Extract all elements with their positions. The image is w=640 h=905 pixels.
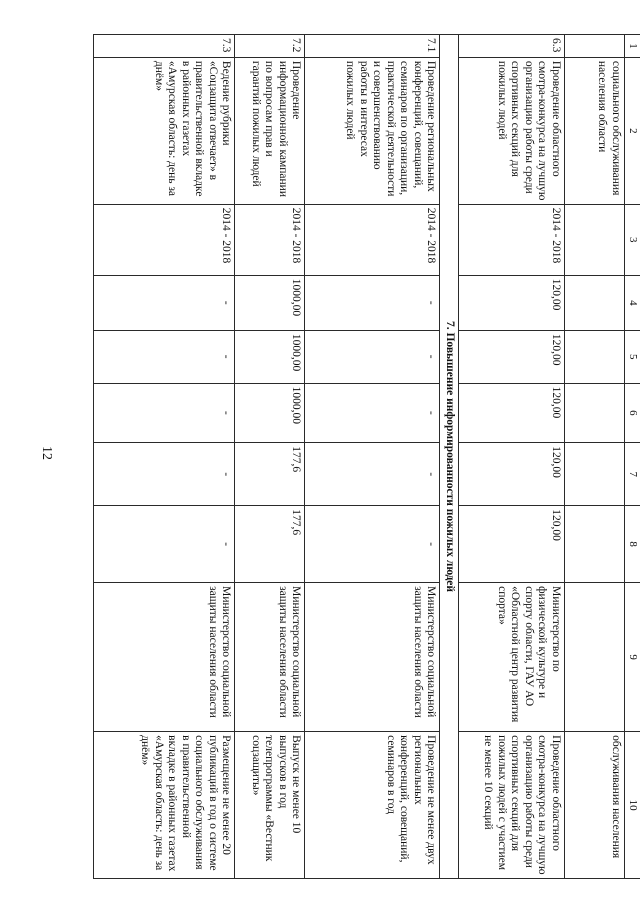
header-cell: 7 (625, 443, 640, 506)
page-number: 12 (39, 446, 54, 460)
value-cell: 177,6 (235, 443, 305, 506)
rotated-table-container (93, 34, 640, 879)
header-cell: 3 (625, 204, 640, 275)
period-cell: 2014 - 2018 (235, 204, 305, 275)
value-cell: 177,6 (235, 506, 305, 583)
table-row (459, 35, 565, 879)
program-table (93, 34, 640, 879)
value-cell: 120,00 (459, 275, 565, 330)
executor-cell: Министерство социальной защиты населения области (94, 583, 235, 732)
header-cell: 1 (625, 35, 640, 58)
row-number: 7.2 (235, 35, 305, 58)
section-row (440, 35, 459, 879)
table-row (94, 35, 235, 879)
period-cell: 2014 - 2018 (459, 204, 565, 275)
value-cell: - (94, 275, 235, 330)
header-cell: 2 (625, 57, 640, 204)
value-cell: 1000,00 (235, 330, 305, 383)
table-row (235, 35, 305, 879)
header-row (625, 35, 640, 879)
header-cell: 8 (625, 506, 640, 583)
result-cell: Выпуск не менее 10 выпусков в год телепрограммы «Вестник соцзащиты» (235, 732, 305, 879)
value-cell (565, 275, 625, 330)
value-cell: 1000,00 (235, 275, 305, 330)
value-cell: 120,00 (459, 330, 565, 383)
section-title: 7. Повышение информированности пожилых людей (440, 35, 459, 879)
event-name: Проведение областного смотра-конкурса на лучшую организацию работы среди спортивных секций для пожилых людей (459, 57, 565, 204)
row-number: 7.1 (305, 35, 440, 58)
period-cell: 2014 - 2018 (94, 204, 235, 275)
result-cell: обслуживания населения (565, 732, 625, 879)
value-cell (565, 443, 625, 506)
row-number (565, 35, 625, 58)
table-row (305, 35, 440, 879)
value-cell: 120,00 (459, 443, 565, 506)
value-cell: 1000,00 (235, 383, 305, 443)
event-name: социального обслуживания населения области (565, 57, 625, 204)
executor-cell: Министерство социальной защиты населения области (305, 583, 440, 732)
result-cell: Размещение не менее 20 публикаций в год о системе социального обслуживания в правительственной вкладке в районных газетах «Амурская область: день за днём» (94, 732, 235, 879)
event-name: Проведение информационной кампании по вопросам прав и гарантий пожилых людей (235, 57, 305, 204)
header-cell: 9 (625, 583, 640, 732)
value-cell: - (94, 383, 235, 443)
header-cell: 5 (625, 330, 640, 383)
value-cell: - (305, 383, 440, 443)
table-row (565, 35, 625, 879)
value-cell (565, 506, 625, 583)
row-number: 6.3 (459, 35, 565, 58)
executor-cell: Министерство социальной защиты населения области (235, 583, 305, 732)
value-cell: - (305, 275, 440, 330)
header-cell: 10 (625, 732, 640, 879)
value-cell: - (305, 506, 440, 583)
period-cell: 2014 - 2018 (305, 204, 440, 275)
header-cell: 6 (625, 383, 640, 443)
event-name: Ведение рубрики «Соцзащита отвечает» в правительственной вкладке в районных газетах «Амурская область: день за днём» (94, 57, 235, 204)
value-cell (565, 330, 625, 383)
value-cell: - (94, 330, 235, 383)
value-cell: - (305, 443, 440, 506)
value-cell: - (94, 506, 235, 583)
value-cell: 120,00 (459, 383, 565, 443)
value-cell: - (94, 443, 235, 506)
executor-cell: Министерство по физической культуре и спорту области, ГАУ АО «Областной центр развития спорта» (459, 583, 565, 732)
row-number: 7.3 (94, 35, 235, 58)
period-cell (565, 204, 625, 275)
result-cell: Проведение областного смотра-конкурса на лучшую организацию работы среди спортивных секций для пожилых людей с участием не менее 10 секций (459, 732, 565, 879)
value-cell (565, 383, 625, 443)
executor-cell (565, 583, 625, 732)
event-name: Проведение региональных конференций, совещаний, семинаров по организации, практической деятельности и совершенствованию работы в интересах пожилых людей (305, 57, 440, 204)
header-cell: 4 (625, 275, 640, 330)
value-cell: - (305, 330, 440, 383)
result-cell: Проведение не менее двух региональных конференций, совещаний, семинаров в год (305, 732, 440, 879)
value-cell: 120,00 (459, 506, 565, 583)
